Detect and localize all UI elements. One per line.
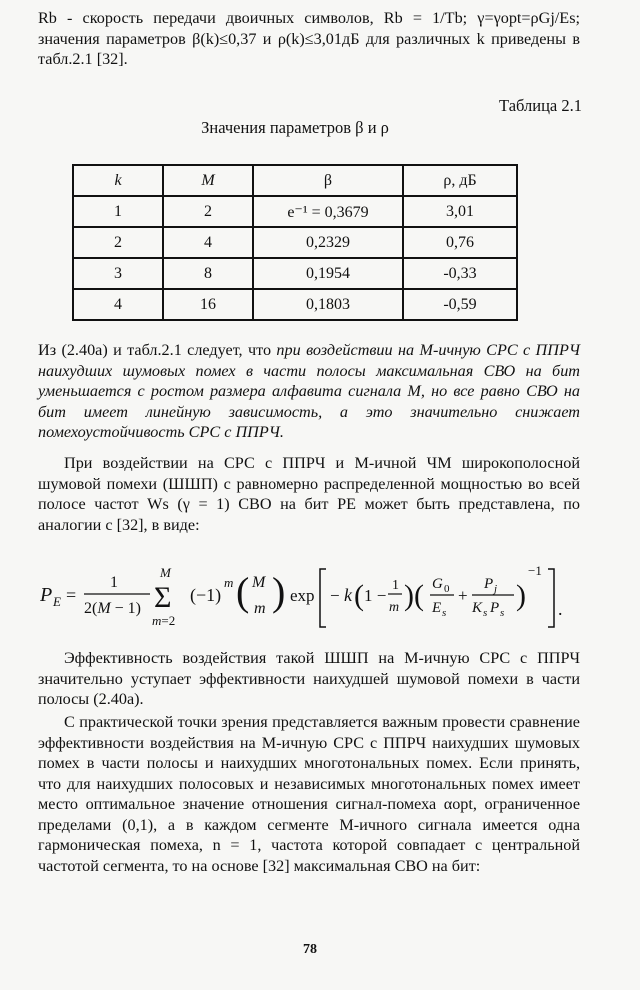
table-cell: 4 xyxy=(73,289,163,320)
svg-text:): ) xyxy=(272,569,286,614)
svg-text:P: P xyxy=(484,576,494,592)
svg-text:s: s xyxy=(483,607,488,619)
svg-text:P: P xyxy=(40,584,53,606)
intro-paragraph: Rb - скорость передачи двоичных символов, Rb = 1/Tb; γ=γopt=ρGj/Es; значения параметров β(k)≤0,37 и ρ(k)≤3,01дБ для различных k приведены в табл.2.1 [32]. xyxy=(38,9,580,68)
table-cell: 0,76 xyxy=(403,227,517,258)
paragraph-conclusion-lead: Из (2.40а) и табл.2.1 следует, что xyxy=(38,341,277,359)
table-header-row xyxy=(73,165,517,196)
svg-text:m: m xyxy=(224,575,234,590)
table-cell: 8 xyxy=(163,258,253,289)
table-cell: 4 xyxy=(163,227,253,258)
header-beta: β xyxy=(253,165,403,196)
svg-text:+: + xyxy=(458,586,468,605)
svg-text:P: P xyxy=(490,600,500,616)
svg-text:(−1): (−1) xyxy=(190,585,222,605)
svg-text:s: s xyxy=(442,607,447,619)
table-cell: -0,59 xyxy=(403,289,517,320)
table-cell: 2 xyxy=(73,227,163,258)
paragraph-wideband-noise: При воздействии на СРС с ППРЧ и М-ичной ЧМ широкополосной шумовой помехи (ШШП) с равномерно распределенной мощностью во всей полосе частот Ws (γ = 1) СВО на бит PE может быть представлена, по аналогии с [32], в виде: xyxy=(38,454,580,534)
table-row xyxy=(73,289,517,320)
svg-text:m: m xyxy=(254,600,266,617)
header-k: k xyxy=(73,165,163,196)
paragraph-conclusion-italic: при воздействии на М-ичную СРС с ППРЧ наихудших шумовых помех в части полосы максимальная СВО на бит уменьшается с ростом размера алфавита сигнала М, но все равно СВО на бит имеет линейную зависимость, а это значительно снижает помехоустойчивость СРС с ППРЧ. xyxy=(38,341,580,441)
svg-text:G: G xyxy=(432,576,443,592)
svg-text:k: k xyxy=(344,585,352,605)
svg-text:−1: −1 xyxy=(528,563,542,578)
table-cell: 16 xyxy=(163,289,253,320)
svg-text:K: K xyxy=(472,600,483,616)
table-cell: 3 xyxy=(73,258,163,289)
svg-text:E: E xyxy=(53,594,61,609)
svg-text:−: − xyxy=(330,586,340,605)
svg-text:(: ( xyxy=(354,579,364,612)
table-cell: 0,1803 xyxy=(253,289,403,320)
table-cell: 3,01 xyxy=(403,196,517,227)
svg-text:M: M xyxy=(160,565,171,580)
paragraph-conclusion xyxy=(38,340,580,443)
svg-text:)(: )( xyxy=(404,579,424,612)
table-row xyxy=(73,227,517,258)
header-m: M xyxy=(163,165,253,196)
table-row xyxy=(73,258,517,289)
header-rho: ρ, дБ xyxy=(403,165,517,196)
svg-text:(: ( xyxy=(236,569,250,614)
svg-text:1: 1 xyxy=(392,578,399,593)
svg-text:0: 0 xyxy=(444,583,450,595)
svg-text:exp: exp xyxy=(290,586,315,605)
table-caption: Значения параметров β и ρ xyxy=(201,118,389,137)
svg-text:2(M − 1): 2(M − 1) xyxy=(84,600,142,617)
table-cell: 2 xyxy=(163,196,253,227)
svg-text:): ) xyxy=(516,579,526,612)
svg-text:1 −: 1 − xyxy=(364,586,387,605)
page-number: 78 xyxy=(303,942,317,957)
svg-text:E: E xyxy=(432,600,442,616)
table-cell: 1 xyxy=(73,196,163,227)
svg-text:m=2: m=2 xyxy=(152,613,176,628)
svg-text:1: 1 xyxy=(110,574,118,591)
paragraph-efficiency: Эффективность воздействия такой ШШП на М-ичную СРС с ППРЧ значительно уступает эффективности наихудшей шумовой помехи в части полосы (2.40а). xyxy=(38,649,580,708)
svg-text:s: s xyxy=(500,607,505,619)
error-probability-formula xyxy=(40,555,600,635)
parameters-table xyxy=(72,164,518,321)
svg-text:m: m xyxy=(389,600,400,615)
paragraph-comparison: С практической точки зрения представляется важным провести сравнение эффективности воздействия на М-ичную СРС с ППРЧ наихудших шумовых помех в части полосы и наихудших многотональных помех. Если принять, что для наихудших полосовых и независимых многотональных помех имеет место оптимальное значение отношения сигнал-помеха αopt, ограниченное пределами (0,1), а в каждом сегменте М-ичного сигнала имеется одна гармоническая помеха, n = 1, частота которой совпадает с центральной частотой сегмента, то на основе [32] максимальная СВО на бит: xyxy=(38,713,580,875)
table-row xyxy=(73,196,517,227)
table-cell: 0,2329 xyxy=(253,227,403,258)
svg-text:Σ: Σ xyxy=(154,581,172,614)
table-cell: 0,1954 xyxy=(253,258,403,289)
table-cell: e⁻¹ = 0,3679 xyxy=(253,196,403,227)
svg-text:=: = xyxy=(66,585,77,605)
svg-text:.: . xyxy=(558,599,563,619)
table-label: Таблица 2.1 xyxy=(499,96,582,115)
svg-text:M: M xyxy=(252,574,266,591)
svg-text:j: j xyxy=(494,583,498,595)
table-cell: -0,33 xyxy=(403,258,517,289)
